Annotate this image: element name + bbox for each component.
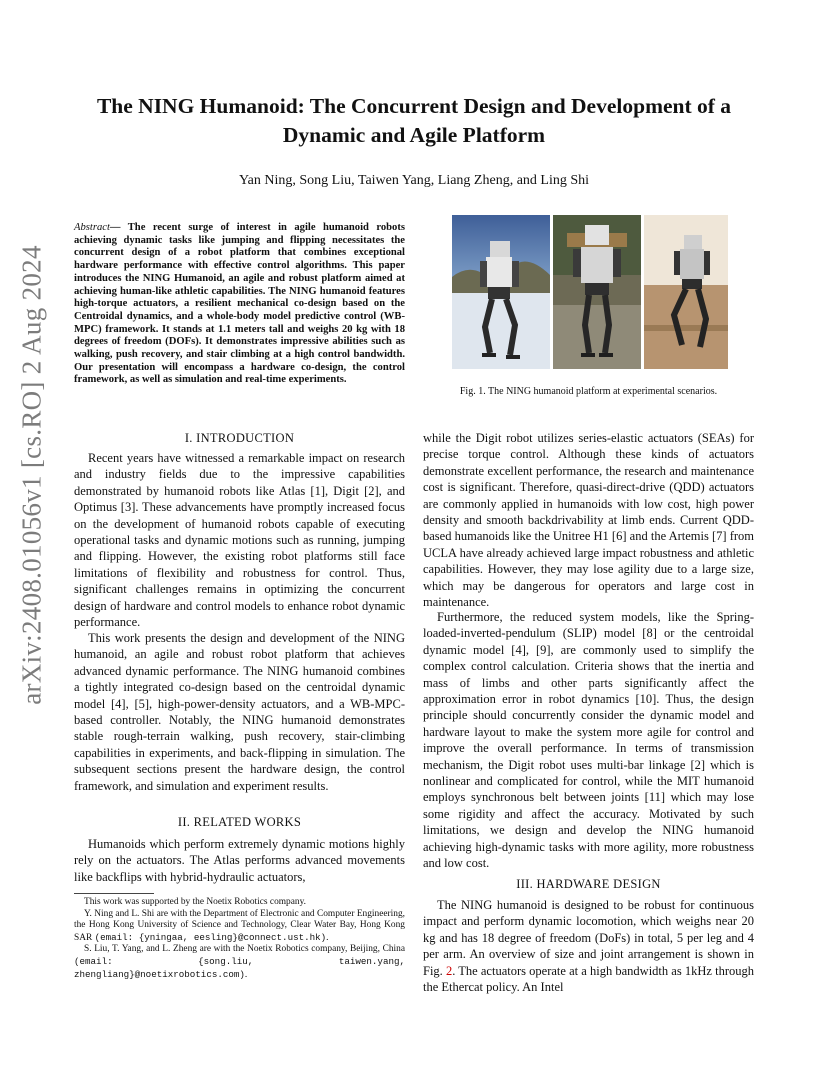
related-paragraph-2: while the Digit robot utilizes series-elastic actuators (SEAs) for precise torque control. Although these kinds of actuators demonstrate excellent performance, the research and maintenance cost is significant. Therefore, quasi-direct-drive (QDD) actuators are commonly applied in humanoids with low cost, high power density and smooth backdrivability at limb ends. Current QDD-based humanoids like the Unitree H1 [6] and the Artemis [7] from UCLA have already achieved large impact robustness and athletic capabilities. However, they may lose agility due to a large size, which may be dangerous for operators and large cost in maintenance. — [423, 431, 754, 610]
footnote-affiliation-1: Y. Ning and L. Shi are with the Department of Electronic and Computer Engineering, the Hong Kong University of Science and Technology, Clear Water Bay, Hong Kong SAR (email: {yningaa, eesling}@connect.ust.hk). — [74, 908, 405, 943]
footnote-divider — [74, 893, 154, 894]
related-paragraph-1: Humanoids which perform extremely dynamic motions highly rely on the actuators. The Atlas performs advanced movements like backflips with hybrid-hydraulic actuators, — [74, 837, 405, 884]
footnote-support: This work was supported by the Noetix Robotics company. — [84, 897, 307, 907]
figure-1-caption: Fig. 1. The NING humanoid platform at experimental scenarios. — [459, 386, 718, 397]
abstract — [74, 222, 405, 387]
section-heading-hardware-design: III. HARDWARE DESIGN — [516, 877, 661, 891]
abstract-label: Abstract — [74, 222, 110, 233]
abstract-text: — The recent surge of interest in agile humanoid robots achieving dynamic tasks like jumping and flipping necessitates the concurrent design of a robot platform that combines exceptional hardware performance with effective control algorithms. This paper introduces the NING Humanoid, an agile and robust platform aimed at achieving human-like athletic capabilities. The NING humanoid features high-torque actuators, a resilient mechanical co-design based on the Centroidal dynamics, and a whole-body model predictive control (WB-MPC) framework. It stands at 1.1 meters tall and weighs 20 kg with 18 degrees of freedom (DOFs). It demonstrates impressive abilities such as walking, push recovery, and stair climbing at a high control bandwidth. Our presentation will encompass a hardware co-design, the control framework, as well as simulation and real-time experiments. — [74, 222, 405, 386]
section-heading-related-works: II. RELATED WORKS — [177, 815, 302, 829]
footnote-affiliation-2: S. Liu, T. Yang, and L. Zheng are with the Noetix Robotics company, Beijing, China (email: {song.liu, taiwen.yang, zhengliang}@noetixrobotics.com). — [74, 944, 405, 980]
hardware-paragraph-1: The NING humanoid is designed to be robust for continuous impact and perform dynamic locomotion, which weighs near 20 kg and has 18 degree of freedom (DoFs) in total, 5 per leg and 4 per arm. An overview of size and joint arrangement is shown in Fig. 2. The actuators operate at a high bandwidth as 1kHz through the Ethercat policy. An Intel — [423, 898, 754, 995]
right-column — [423, 0, 754, 1072]
arxiv-sidebar — [8, 190, 56, 760]
email-affiliation-1: (email: {yningaa, eesling}@connect.ust.hk) — [94, 931, 327, 943]
paper-title: The NING Humanoid: The Concurrent Design and Development of a Dynamic and Agile Platform — [96, 94, 732, 147]
intro-paragraph-2: This work presents the design and development of the NING humanoid, an agile and robust robot platform that achieves advanced dynamic performance. The NING humanoid combines a tightly integrated co-design based on the centroidal dynamic model [4], [5], high-power-density actuators, and a WB-MPC-based controller. Notably, the NING humanoid demonstrates stable rough-terrain walking, push recovery, stair-climbing capabilities in experiments, and back-flipping in simulation. The subsequent sections present the hardware design, the control framework, and simulation and experiment results. — [74, 631, 405, 793]
email-affiliation-2: (email: {song.liu, taiwen.yang, zhengliang}@noetixrobotics.com) — [74, 955, 405, 980]
arxiv-identifier: arXiv:2408.01056v1 [cs.RO] 2 Aug 2024 — [16, 245, 47, 705]
section-heading-introduction: I. INTRODUCTION — [184, 431, 295, 445]
intro-paragraph-1: Recent years have witnessed a remarkable impact on research and industry fields due to the impressive capabilities demonstrated by humanoid robots like Atlas [1], Digit [2], and Optimus [3]. These advancements have promptly increased focus on the development of humanoid robots capable of executing operational tasks and dynamic motions such as running, jumping and flipping. However, the existing robot platforms still face limitations of flexibility and robustness for control. Thus, significant challenges remains in optimizing the concurrent design of hardware and control models to enhance robot dynamic performance. — [74, 451, 405, 630]
author-list: Yan Ning, Song Liu, Taiwen Yang, Liang Zheng, and Ling Shi — [238, 173, 590, 188]
related-paragraph-3: Furthermore, the reduced system models, like the Spring-loaded-inverted-pendulum (SLIP) model [8] or the centroidal dynamic model [4], [9], are commonly used to simplify the complex control calculation. Criteria shows that the inertia and mass of limbs and other parts significantly affect the approximation error in robot dynamics [10]. Thus, the design principle should concurrently consider the dynamic model and hardware layout to make the system more agile for control and improve the overall performance. In terms of transmission mechanism, the Digit robot uses multi-bar linkage [2] which is nonlinear and complicated for control, while the MIT humanoid employs synchronous belt between joints [11] which may lose some rigidity and affect the accuracy. Motivated by such limitations, we design and develop the NING humanoid achieving high-dynamic tasks with more agility, more robustness and low cost. — [423, 610, 754, 871]
footnotes — [74, 897, 405, 981]
left-column — [74, 0, 405, 1072]
figure-2-link[interactable]: 2 — [445, 963, 453, 978]
